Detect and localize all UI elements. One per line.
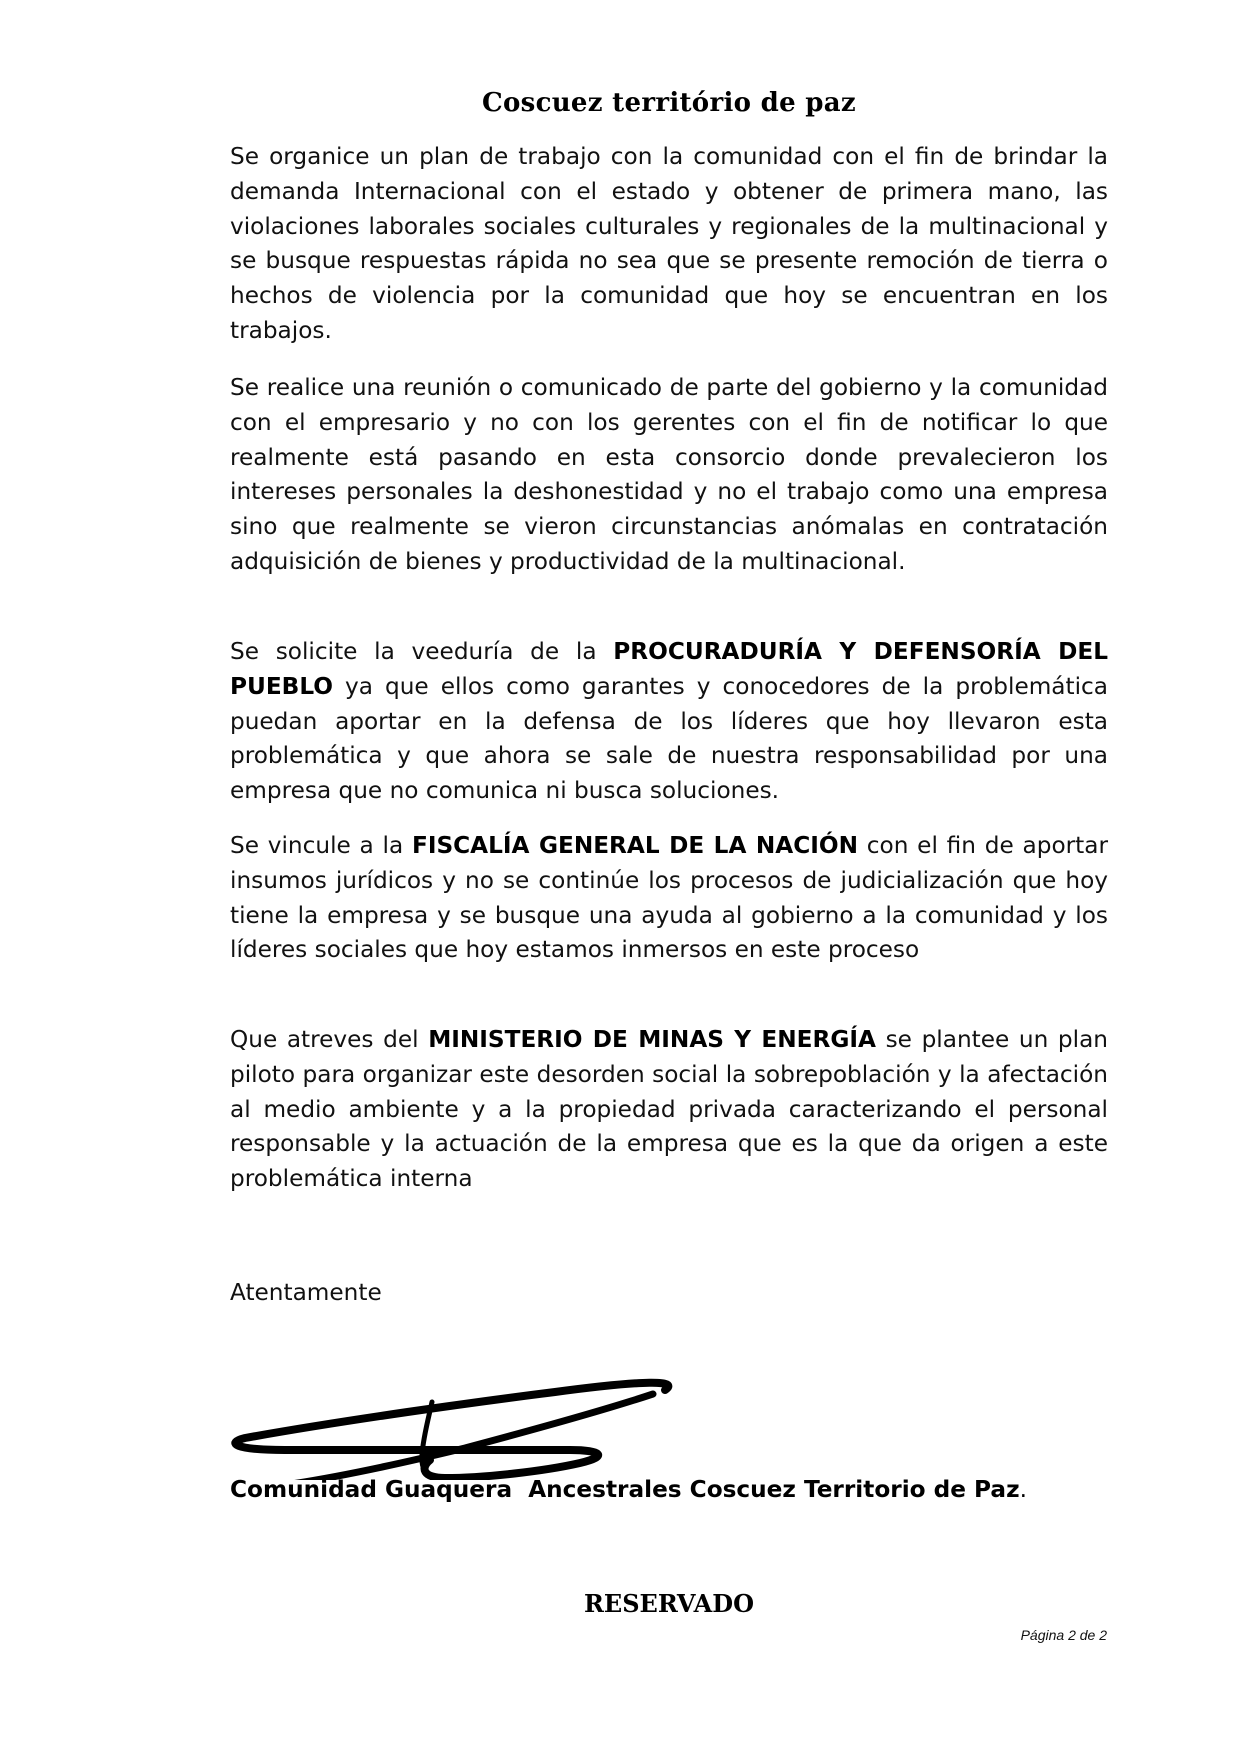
document-title: Coscuez território de paz xyxy=(482,88,856,118)
signatory-name-text: Comunidad Guaquera Ancestrales Coscuez Territorio de Paz xyxy=(230,1476,1020,1503)
paragraph-text: Se solicite la veeduría de la xyxy=(230,638,614,665)
paragraph-text: se plantee un plan piloto para organizar este desorden social la sobrepoblación y la afectación al medio ambiente y a la propiedad privada caracterizando el personal responsable y la actuación de la empresa que es la que da origen a este problemática interna xyxy=(230,1026,1108,1193)
classification-label: RESERVADO xyxy=(583,1589,755,1618)
closing-salutation: Atentamente xyxy=(230,1279,382,1306)
signatory-name xyxy=(230,1473,1027,1507)
paragraph-text: Se vincule a la xyxy=(230,832,412,859)
paragraph-procuraduria xyxy=(230,635,1108,809)
paragraph-ministerio xyxy=(230,1023,1108,1197)
entity-name-ministerio: MINISTERIO DE MINAS Y ENERGÍA xyxy=(428,1026,876,1053)
signatory-period: . xyxy=(1019,1476,1027,1503)
paragraph-fiscalia xyxy=(230,829,1108,968)
paragraph-text: ya que ellos como garantes y conocedores de la problemática puedan aportar en la defensa de los líderes que hoy llevaron esta problemática y que ahora se sale de nuestra responsabilidad por una empresa que no comunica ni busca soluciones. xyxy=(230,672,1108,805)
paragraph-work-plan xyxy=(230,140,1108,349)
page-number: Página 2 de 2 xyxy=(1020,1627,1107,1643)
paragraph-meeting xyxy=(230,371,1108,580)
signature-icon xyxy=(225,1350,685,1480)
signature-stroke-main xyxy=(235,1383,668,1478)
paragraph-text: con el fin de aportar insumos jurídicos y no se continúe los procesos de judicialización que hoy tiene la empresa y se busque una ayuda al gobierno a la comunidad y los líderes sociales que hoy estamos inmersos en este proceso xyxy=(230,832,1108,964)
entity-name-procuraduria: PROCURADURÍA Y DEFENSORÍA DEL PUEBLO xyxy=(230,638,1108,700)
paragraph-text: Se organice un plan de trabajo con la comunidad con el fin de brindar la demanda Internacional con el estado y obtener de primera mano, las violaciones laborales sociales culturales y regionales de la multinacional y se busque respuestas rápida no sea que se presente remoción de tierra o hechos de violencia por la comunidad que hoy se encuentran en los trabajos. xyxy=(230,143,1108,344)
paragraph-text: Se realice una reunión o comunicado de parte del gobierno y la comunidad con el empresario y no con los gerentes con el fin de notificar lo que realmente está pasando en esta consorcio donde prevalecieron los intereses personales la deshonestidad y no el trabajo como una empresa sino que realmente se vieron circunstancias anómalas en contratación adquisición de bienes y productividad de la multinacional. xyxy=(230,374,1108,575)
paragraph-text: Que atreves del xyxy=(230,1026,429,1053)
entity-name-fiscalia: FISCALÍA GENERAL DE LA NACIÓN xyxy=(411,832,858,859)
